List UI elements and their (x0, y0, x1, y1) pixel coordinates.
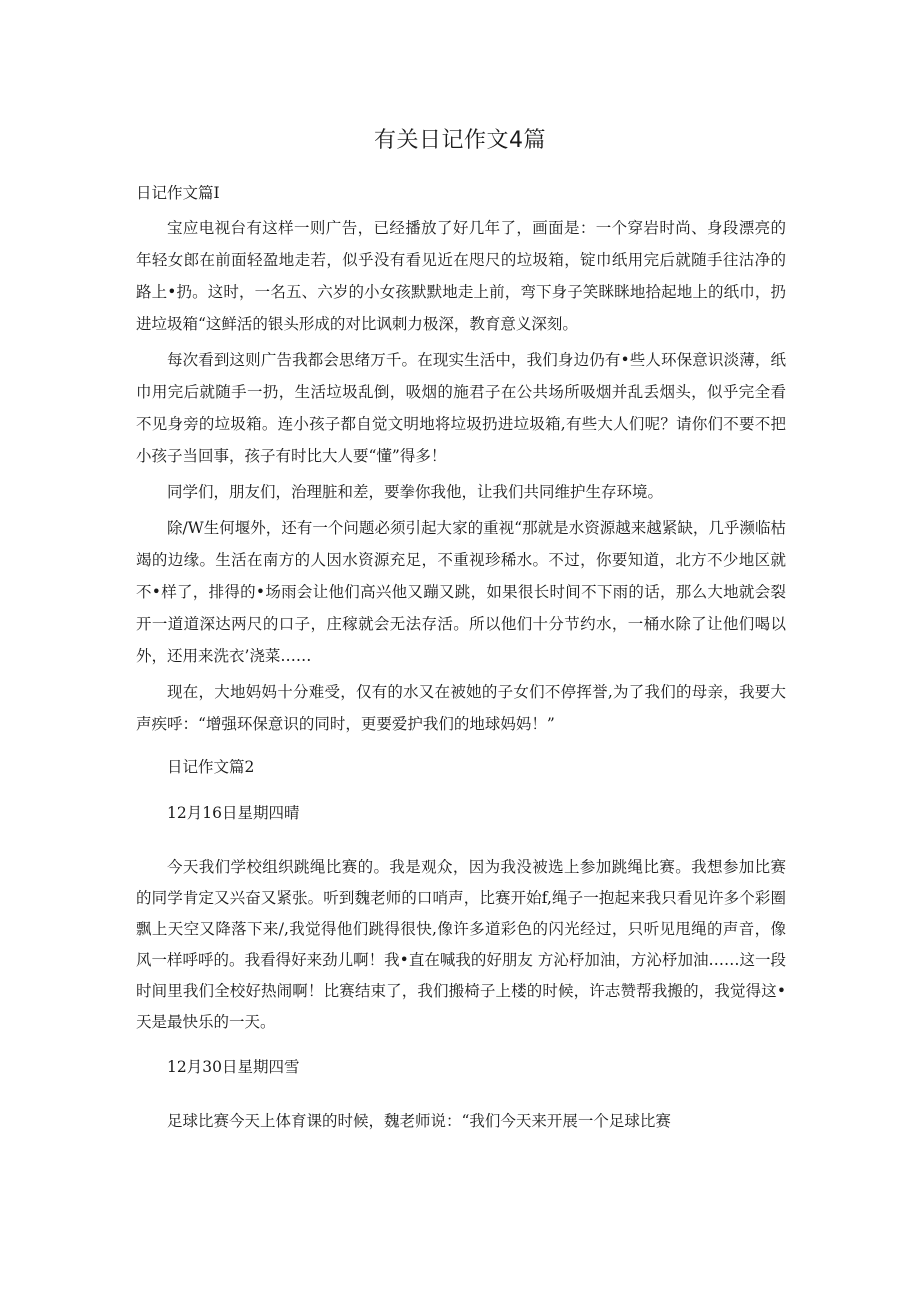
section-heading-2: 日记作文篇2 (167, 758, 255, 776)
document-body (136, 180, 786, 1137)
paragraph: 现在，大地妈妈十分难受，仅有的水又在被她的子女们不停挥誉,为了我们的母亲，我要大声疾呼：“增强环保意识的同时，更要爱护我们的地球妈妈！” (136, 683, 786, 733)
entry-date: 12月16日星期四晴 (167, 804, 300, 822)
entry-text: 今天我们学校组织跳绳比赛的。我是观众，因为我没被选上参加跳绳比赛。我想参加比赛的同学肯定又兴奋又紧张。听到魏老师的口哨声，比赛开始f,绳子一抱起来我只看见许多个彩圈飘上天空又降落下来/,我觉得他们跳得很快,像许多道彩色的闪光经过，只听见甩绳的声音，像风一样呼呼的。我看得好来劲儿啊！我•直在喊我的好朋友 方沁杼加油，方沁杼加油……这一段时间里我们全校好热闹啊！比赛结束了，我们搬椅子上楼的时候，许志赞帮我搬的，我觉得这•天是最快乐的一天。 (136, 858, 786, 1031)
entry-date: 12月30日星期四雪 (167, 1058, 300, 1076)
document-title: 有关日记作文4篇 (374, 128, 546, 153)
section-heading-1: 日记作文篇I (136, 184, 220, 202)
entry-text: 足球比赛今天上体育课的时候，魏老师说：“我们今天来开展一个足球比赛 (167, 1112, 671, 1130)
paragraph: 宝应电视台有这样一则广告，已经播放了好几年了，画面是：一个穿岩时尚、身段漂亮的年轻女郎在前面轻盈地走若，似乎没有看见近在咫尺的垃圾箱，锭巾纸用完后就随手往沽净的路上•扔。这时，一名五、六岁的小女孩默默地走上前，弯下身子笑眯眯地拾起地上的纸巾，扔进垃圾箱“这鲜活的银头形成的对比讽刺力极深，教育意义深刻。 (136, 219, 786, 333)
paragraph: 同学们，朋友们，治理脏和差，要拳你我他，让我们共同维护生存环境。 (167, 483, 664, 501)
paragraph: 每次看到这则广告我都会思绪万千。在现实生活中，我们身边仍有•些人环保意识淡薄，纸巾用完后就随手一扔，生活垃圾乱倒，吸烟的施君子在公共场所吸烟并乱丢烟头，似乎完全看不见身旁的垃圾箱。连小孩子都自觉文明地将垃圾扔进垃圾箱,有些大人们呢？请你们不要不把小孩子当回事，孩子有时比大人要“懂”得多！ (136, 351, 786, 465)
paragraph: 除/W生何堰外，还有一个问题必须引起大家的重视“那就是水资源越来越紧缺，几乎濒临枯竭的边缘。生活在南方的人因水资源充足，不重视珍稀水。不过，你要知道，北方不少地区就不•样了，排得的•场雨会让他们高兴他又蹦又跳，如果很长时间不下雨的话，那么大地就会裂开一道道深达两尺的口子，庄稼就会无法存活。所以他们十分节约水，一桶水除了让他们喝以外，还用来洗衣’浇菜…… (136, 519, 786, 665)
